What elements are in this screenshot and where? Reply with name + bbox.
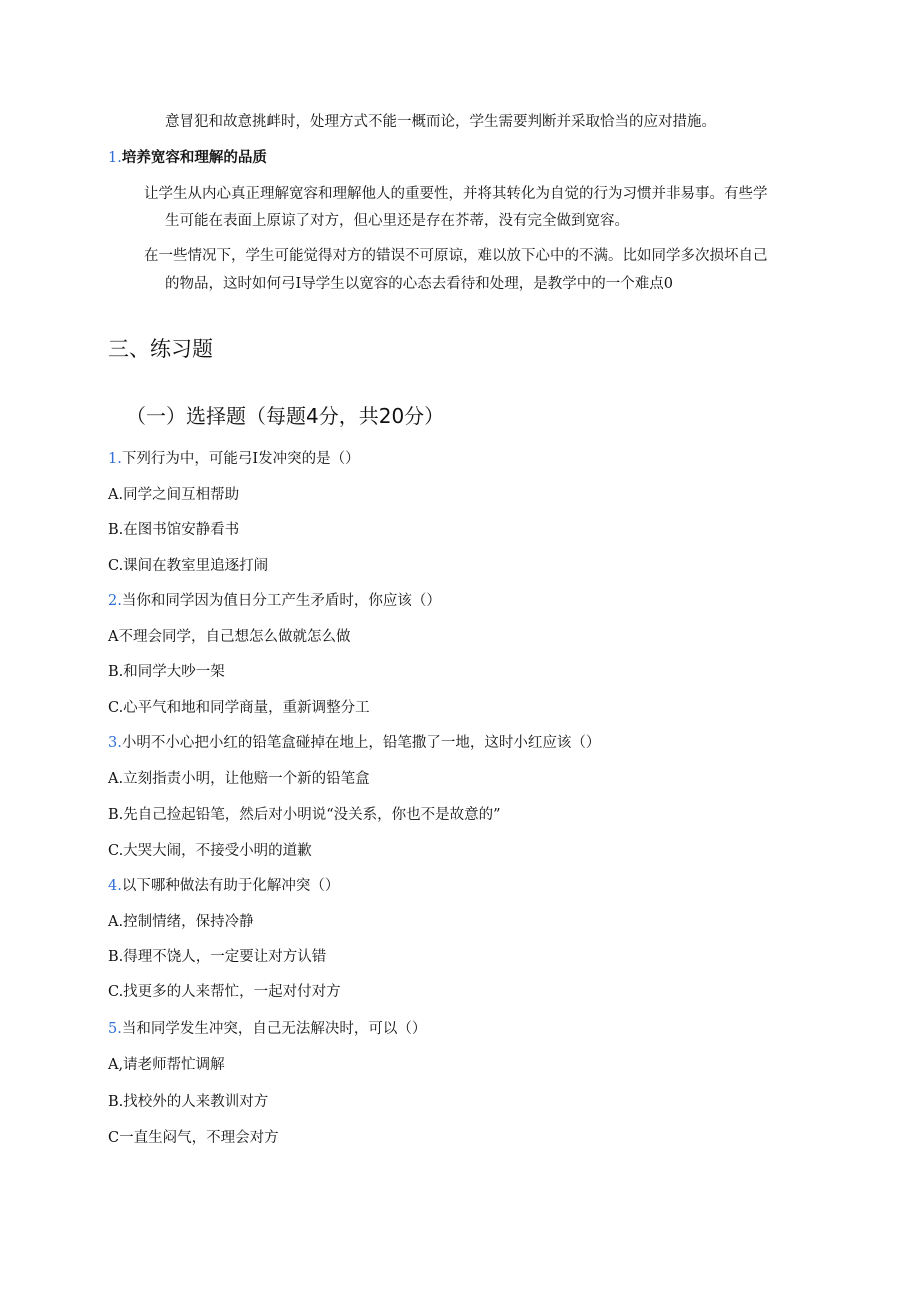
answer-option: C.心平气和地和同学商量，重新调整分工 <box>108 700 370 716</box>
answer-option: B.找校外的人来教训对方 <box>108 1094 269 1110</box>
answer-option: C一直生闷气，不理会对方 <box>108 1130 279 1146</box>
answer-option: A不理会同学，自己想怎么做就怎么做 <box>108 629 351 645</box>
question-number: 4. <box>108 878 122 894</box>
question-number: 3. <box>108 735 122 751</box>
answer-option: A,请老师帮忙调解 <box>108 1057 225 1073</box>
difficulty-number: 1. <box>108 150 122 166</box>
question-number: 2. <box>108 593 122 609</box>
question-stem <box>108 876 339 896</box>
question-text: 当和同学发生冲突，自己无法解决时，可以（） <box>121 1021 427 1037</box>
answer-option: B.先自己捡起铅笔，然后对小明说“没关系，你也不是故意的” <box>108 807 501 823</box>
section-subtitle: （一）选择题（每题4分，共20分） <box>126 404 445 428</box>
question-text: 当你和同学因为值日分工产生矛盾时，你应该（） <box>121 593 441 609</box>
answer-option: B.和同学大吵一架 <box>108 664 225 680</box>
intro-continuation: 意冒犯和故意挑衅时，处理方式不能一概而论，学生需要判断并采取恰当的应对措施。 <box>165 114 716 130</box>
question-stem <box>108 733 600 753</box>
answer-option: B.在图书馆安静看书 <box>108 522 240 538</box>
section-title: 三、练习题 <box>108 337 213 361</box>
question-text: 下列行为中，可能弓I发冲突的是（） <box>121 451 360 467</box>
paragraph-line: 的物品，这时如何弓I导学生以宽容的心态去看待和处理，是教学中的一个难点0 <box>165 276 673 292</box>
answer-option: A.控制情绪，保持冷静 <box>108 914 254 930</box>
answer-option: C.大哭大闹，不接受小明的道歉 <box>108 843 312 859</box>
question-text: 以下哪种做法有助于化解冲突（） <box>121 878 340 894</box>
answer-option: C.课间在教室里追逐打闹 <box>108 558 269 574</box>
difficulty-heading <box>108 148 267 168</box>
paragraph-line: 在一些情况下，学生可能觉得对方的错误不可原谅，难以放下心中的不满。比如同学多次损坏自己 <box>144 248 768 264</box>
question-number: 1. <box>108 451 122 467</box>
question-stem <box>108 591 441 611</box>
paragraph-line: 生可能在表面上原谅了对方，但心里还是存在芥蒂，没有完全做到宽容。 <box>165 213 629 229</box>
question-stem <box>108 1019 426 1039</box>
answer-option: A.同学之间互相帮助 <box>108 487 240 503</box>
question-text: 小明不小心把小红的铅笔盒碰掉在地上，铅笔撒了一地，这时小红应该（） <box>121 735 601 751</box>
paragraph-line: 让学生从内心真正理解宽容和理解他人的重要性，并将其转化为自觉的行为习惯并非易事。有些学 <box>144 186 768 202</box>
answer-option: C.找更多的人来帮忙，一起对付对方 <box>108 984 341 1000</box>
answer-option: A.立刻指责小明，让他赔一个新的铅笔盒 <box>108 771 370 787</box>
question-number: 5. <box>108 1021 122 1037</box>
difficulty-title: 培养宽容和理解的品质 <box>121 150 267 166</box>
question-stem <box>108 449 360 469</box>
answer-option: B.得理不饶人，一定要让对方认错 <box>108 949 327 965</box>
